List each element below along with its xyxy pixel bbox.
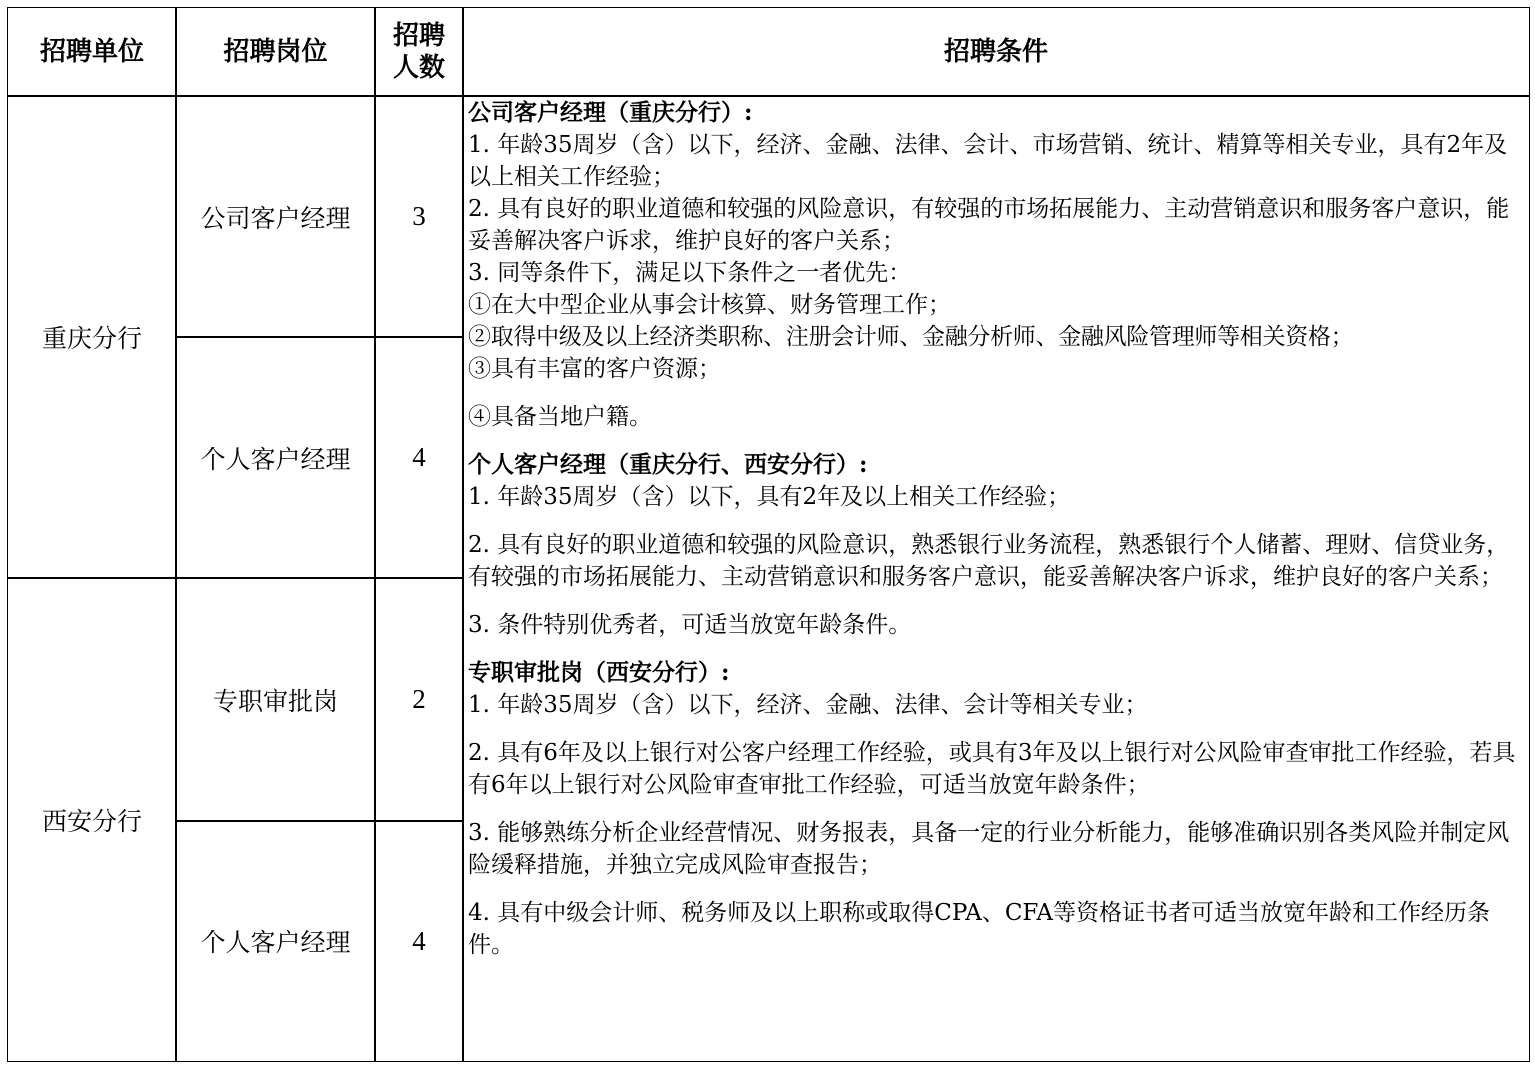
requirement-item: 3. 能够熟练分析企业经营情况、财务报表，具备一定的行业分析能力，能够准确识别各类风险并制定风险缓释措施，并独立完成风险审查报告； [468, 820, 1510, 878]
requirements-personal [468, 449, 1523, 641]
count-cell [374, 336, 464, 579]
unit-cell-xian [7, 577, 177, 1062]
requirements-approval [468, 657, 1523, 961]
header-count-line2: 人数 [392, 53, 445, 83]
position-cell [175, 95, 376, 338]
requirement-item: 2. 具有良好的职业道德和较强的风险意识，熟悉银行业务流程，熟悉银行个人储蓄、理财、信贷业务，有较强的市场拓展能力、主动营销意识和服务客户意识，能妥善解决客户诉求，维护良好的客户关系； [468, 532, 1510, 590]
unit-name: 西安分行 [41, 806, 142, 836]
requirement-item: 2. 具有6年及以上银行对公客户经理工作经验，或具有3年及以上银行对公风险审查审批工作经验，若具有6年以上银行对公风险审查审批工作经验，可适当放宽年龄条件； [468, 740, 1516, 798]
header-unit [7, 7, 177, 97]
requirement-item: 3. 条件特别优秀者，可适当放宽年龄条件。 [468, 612, 912, 638]
section-title: 个人客户经理（重庆分行、西安分行）: [468, 451, 868, 478]
requirement-item: 1. 年龄35周岁（含）以下，经济、金融、法律、会计等相关专业； [468, 692, 1148, 718]
section-title: 专职审批岗（西安分行）: [468, 659, 730, 686]
requirements-cell [462, 95, 1530, 1062]
position-name: 公司客户经理 [200, 203, 351, 233]
position-cell [175, 577, 376, 822]
unit-cell-chongqing [7, 95, 177, 579]
requirement-item: 1. 年龄35周岁（含）以下，经济、金融、法律、会计、市场营销、统计、精算等相关专业，具有2年及以上相关工作经验； [468, 132, 1508, 190]
position-cell [175, 336, 376, 579]
requirement-item: 1. 年龄35周岁（含）以下，具有2年及以上相关工作经验； [468, 484, 1071, 510]
header-count [374, 7, 464, 97]
requirements-corporate [468, 97, 1523, 433]
header-requirements-label: 招聘条件 [943, 37, 1048, 67]
position-name: 个人客户经理 [200, 444, 351, 474]
position-name: 专职审批岗 [212, 686, 338, 716]
header-unit-label: 招聘单位 [39, 37, 144, 67]
requirement-item: ①在大中型企业从事会计核算、财务管理工作； [468, 292, 951, 318]
header-count-line1: 招聘 [392, 21, 445, 51]
unit-name: 重庆分行 [41, 324, 142, 353]
count-cell [374, 95, 464, 338]
header-position-label: 招聘岗位 [223, 37, 328, 67]
requirement-item: 4. 具有中级会计师、税务师及以上职称或取得CPA、CFA等资格证书者可适当放宽年龄和工作经历条件。 [468, 900, 1490, 958]
header-requirements [462, 7, 1530, 97]
header-position [175, 7, 376, 97]
section-title: 公司客户经理（重庆分行）: [468, 99, 753, 126]
count-value: 2 [412, 684, 426, 714]
position-name: 个人客户经理 [200, 928, 351, 957]
requirement-item: 3. 同等条件下，满足以下条件之一者优先： [468, 260, 912, 286]
position-cell [175, 820, 376, 1062]
requirement-item: ②取得中级及以上经济类职称、注册会计师、金融分析师、金融风险管理师等相关资格； [468, 324, 1354, 350]
count-value: 4 [412, 442, 426, 472]
count-cell [374, 577, 464, 822]
requirement-item: ④具备当地户籍。 [468, 404, 652, 430]
count-cell [374, 820, 464, 1062]
count-value: 3 [412, 201, 426, 231]
requirement-item: 2. 具有良好的职业道德和较强的风险意识，有较强的市场拓展能力、主动营销意识和服务客户意识，能妥善解决客户诉求，维护良好的客户关系； [468, 196, 1510, 254]
count-value: 4 [412, 925, 426, 956]
requirement-item: ③具有丰富的客户资源； [468, 356, 721, 382]
